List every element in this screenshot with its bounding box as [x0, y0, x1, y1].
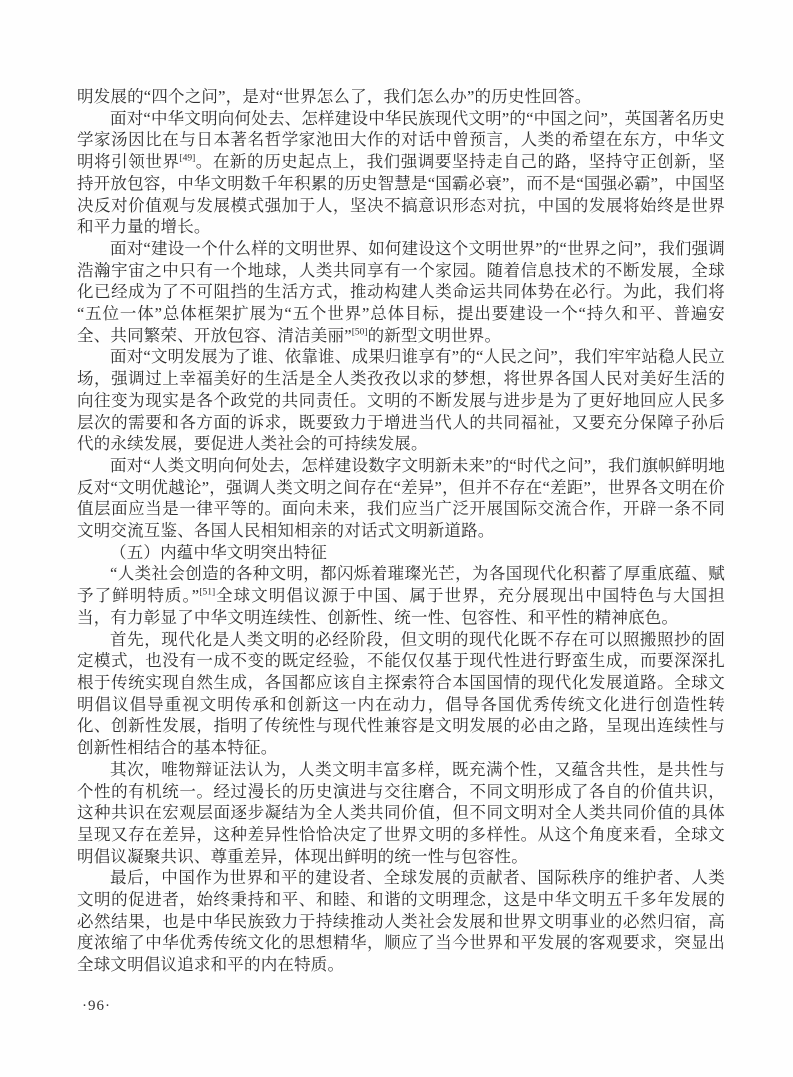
page-number: ·96· [82, 998, 111, 1014]
paragraph-text: “人类社会创造的各种文明，都闪烁着璀璨光芒，为各国现代化积蓄了厚重底蕴、赋予了鲜明特质。” [77, 564, 725, 606]
body-text [77, 86, 725, 976]
paragraph-era-question [77, 455, 725, 542]
paragraph-text: 面对“人类文明向何处去，怎样建设数字文明新未来”的“时代之问”，我们旗帜鲜明地反对“文明优越论”，强调人类文明之间存在“差异”，但并不存在“差距”，世界各文明在价值层面应当是一律平等的。面向未来，我们应当广泛开展国际交流合作，开辟一条不同文明交流互鉴、各国人民相知相亲的对话式文明新道路。 [77, 455, 725, 541]
paragraph-china-question [77, 108, 725, 238]
paragraph-text: 最后，中国作为世界和平的建设者、全球发展的贡献者、国际秩序的维护者、人类文明的促进者，始终秉持和平、和睦、和谐的文明理念，这是中华文明五千多年发展的必然结果，也是中华民族致力于持续推动人类社会发展和世界文明事业的必然归宿，高度浓缩了中华优秀传统文化的思想精华，顺应了当今世界和平发展的客观要求，突显出全球文明倡议追求和平的内在特质。 [77, 868, 725, 975]
paragraph-text: 。在新的历史起点上，我们强调要坚持走自己的路，坚持守正创新，坚持开放包容，中华文明数千年积累的历史智慧是“国霸必衰”，而不是“国强必霸”，中国坚决反对价值观与发展模式强加于人，坚决不搞意识形态对抗，中国的发展将始终是世界和平力量的增长。 [77, 152, 725, 237]
paragraph-text: 面对“中华文明向何处去、怎样建设中华民族现代文明”的“中国之问”，英国著名历史学家汤因比在与日本著名哲学家池田大作的对话中曾预言，人类的希望在东方，中华文明将引领世界 [77, 108, 725, 172]
footnote-ref-50: [50] [351, 327, 368, 338]
paragraph-first-point [77, 629, 725, 759]
paragraph-last-point [77, 867, 725, 976]
footnote-ref-51: [51] [199, 587, 216, 598]
paragraph-people-question [77, 346, 725, 455]
paragraph-text: 首先，现代化是人类文明的必经阶段，但文明的现代化既不存在可以照搬照抄的固定模式，也没有一成不变的既定经验，不能仅仅基于现代性进行野蛮生成，而要深深扎根于传统实现自然生成，各国都应该自主探索符合本国国情的现代化发展道路。全球文明倡议倡导重视文明传承和创新这一内在动力，倡导各国优秀传统文化进行创造性转化、创新性发展，指明了传统性与现代性兼容是文明发展的必由之路，呈现出连续性与创新性相结合的基本特征。 [77, 629, 725, 758]
paragraph-text: 明发展的“四个之问”，是对“世界怎么了，我们怎么办”的历史性回答。 [77, 87, 592, 106]
paragraph-text: 全球文明倡议源于中国、属于世界，充分展现出中国特色与大国担当，有力彰显了中华文明连续性、创新性、统一性、包容性、和平性的精神底色。 [77, 586, 725, 627]
paragraph-civilization-quote [77, 563, 725, 628]
paragraph-world-question [77, 238, 725, 347]
paragraph-second-point [77, 759, 725, 868]
paragraph-text: 其次，唯物辩证法认为，人类文明丰富多样，既充满个性，又蕴含共性，是共性与个性的有机统一。经过漫长的历史演进与交往磨合，不同文明形成了各自的价值共识，这种共识在宏观层面逐步凝结为全人类共同价值，但不同文明对全人类共同价值的具体呈现又存在差异，这种差异性恰恰决定了世界文明的多样性。从这个角度来看，全球文明倡议凝聚共识、尊重差异，体现出鲜明的统一性与包容性。 [77, 759, 725, 866]
heading-text: （五）内蕴中华文明突出特征 [110, 542, 328, 562]
footnote-ref-49: [49] [179, 153, 196, 164]
paragraph-text: 的新型文明世界。 [367, 325, 502, 345]
paragraph-text: 面对“建设一个什么样的文明世界、如何建设这个文明世界”的“世界之问”，我们强调浩瀚宇宙之中只有一个地球，人类共同享有一个家园。随着信息技术的不断发展，全球化已经成为了不可阻挡的生活方式，推动构建人类命运共同体势在必行。为此，我们将“五位一体”总体框架扩展为“五个世界”总体目标，提出要建设一个“持久和平、普遍安全、共同繁荣、开放包容、清洁美丽” [77, 238, 725, 345]
paragraph-continuation [77, 86, 725, 108]
section-heading-five [77, 542, 725, 564]
paragraph-text: 面对“文明发展为了谁、依靠谁、成果归谁享有”的“人民之问”，我们牢牢站稳人民立场，强调过上幸福美好的生活是全人类孜孜以求的梦想，将世界各国人民对美好生活的向往变为现实是各个政党的共同责任。文明的不断发展与进步是为了更好地回应人民多层次的需要和各方面的诉求，既要致力于增进当代人的共同福祉，又要充分保障子孙后代的永续发展，要促进人类社会的可持续发展。 [77, 347, 725, 454]
